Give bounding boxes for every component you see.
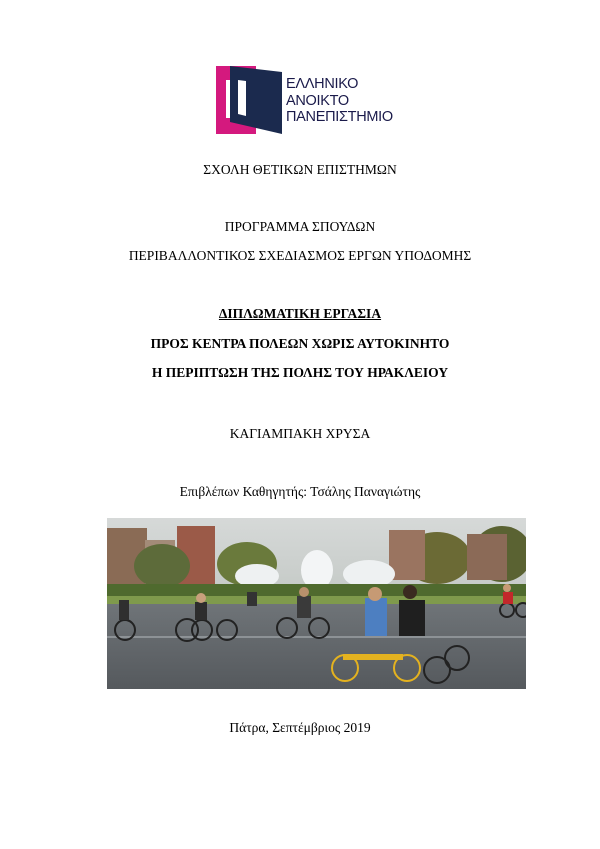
- logo-line-3: ΠΑΝΕΠΙΣΤΗΜΙΟ: [286, 109, 393, 125]
- logo-wordmark: [286, 76, 393, 126]
- cover-photo-illustration: [107, 518, 526, 689]
- school-name: ΣΧΟΛΗ ΘΕΤΙΚΩΝ ΕΠΙΣΤΗΜΩΝ: [203, 162, 397, 177]
- supervisor: Επιβλέπων Καθηγητής: Τσάλης Παναγιώτης: [179, 484, 421, 499]
- thesis-type: ΔΙΠΛΩΜΑΤΙΚΗ ΕΡΓΑΣΙΑ: [218, 306, 382, 321]
- logo-slot: [238, 80, 246, 116]
- thesis-title-line-1: ΠΡΟΣ ΚΕΝΤΡΑ ΠΟΛΕΩΝ ΧΩΡΙΣ ΑΥΤΟΚΙΝΗΤΟ: [150, 336, 450, 351]
- program-name: ΠΕΡΙΒΑΛΛΟΝΤΙΚΟΣ ΣΧΕΔΙΑΣΜΟΣ ΕΡΓΩΝ ΥΠΟΔΟΜΗΣ: [128, 248, 472, 263]
- cover-photo-cyclists: [107, 518, 526, 689]
- thesis-title-line-2: Η ΠΕΡΙΠΤΩΣΗ ΤΗΣ ΠΟΛΗΣ ΤΟΥ ΗΡΑΚΛΕΙΟΥ: [151, 365, 449, 380]
- author-name: ΚΑΓΙΑΜΠΑΚΗ ΧΡΥΣΑ: [229, 426, 371, 441]
- program-label: ΠΡΟΓΡΑΜΜΑ ΣΠΟΥΔΩΝ: [224, 219, 376, 234]
- logo-line-1: ΕΛΛΗΝΙΚΟ: [286, 76, 359, 92]
- university-logo: [216, 64, 402, 138]
- logo-line-2: ΑΝΟΙΚΤΟ: [286, 92, 349, 109]
- university-logo-mark: [216, 64, 286, 138]
- place-date: Πάτρα, Σεπτέμβριος 2019: [229, 720, 371, 735]
